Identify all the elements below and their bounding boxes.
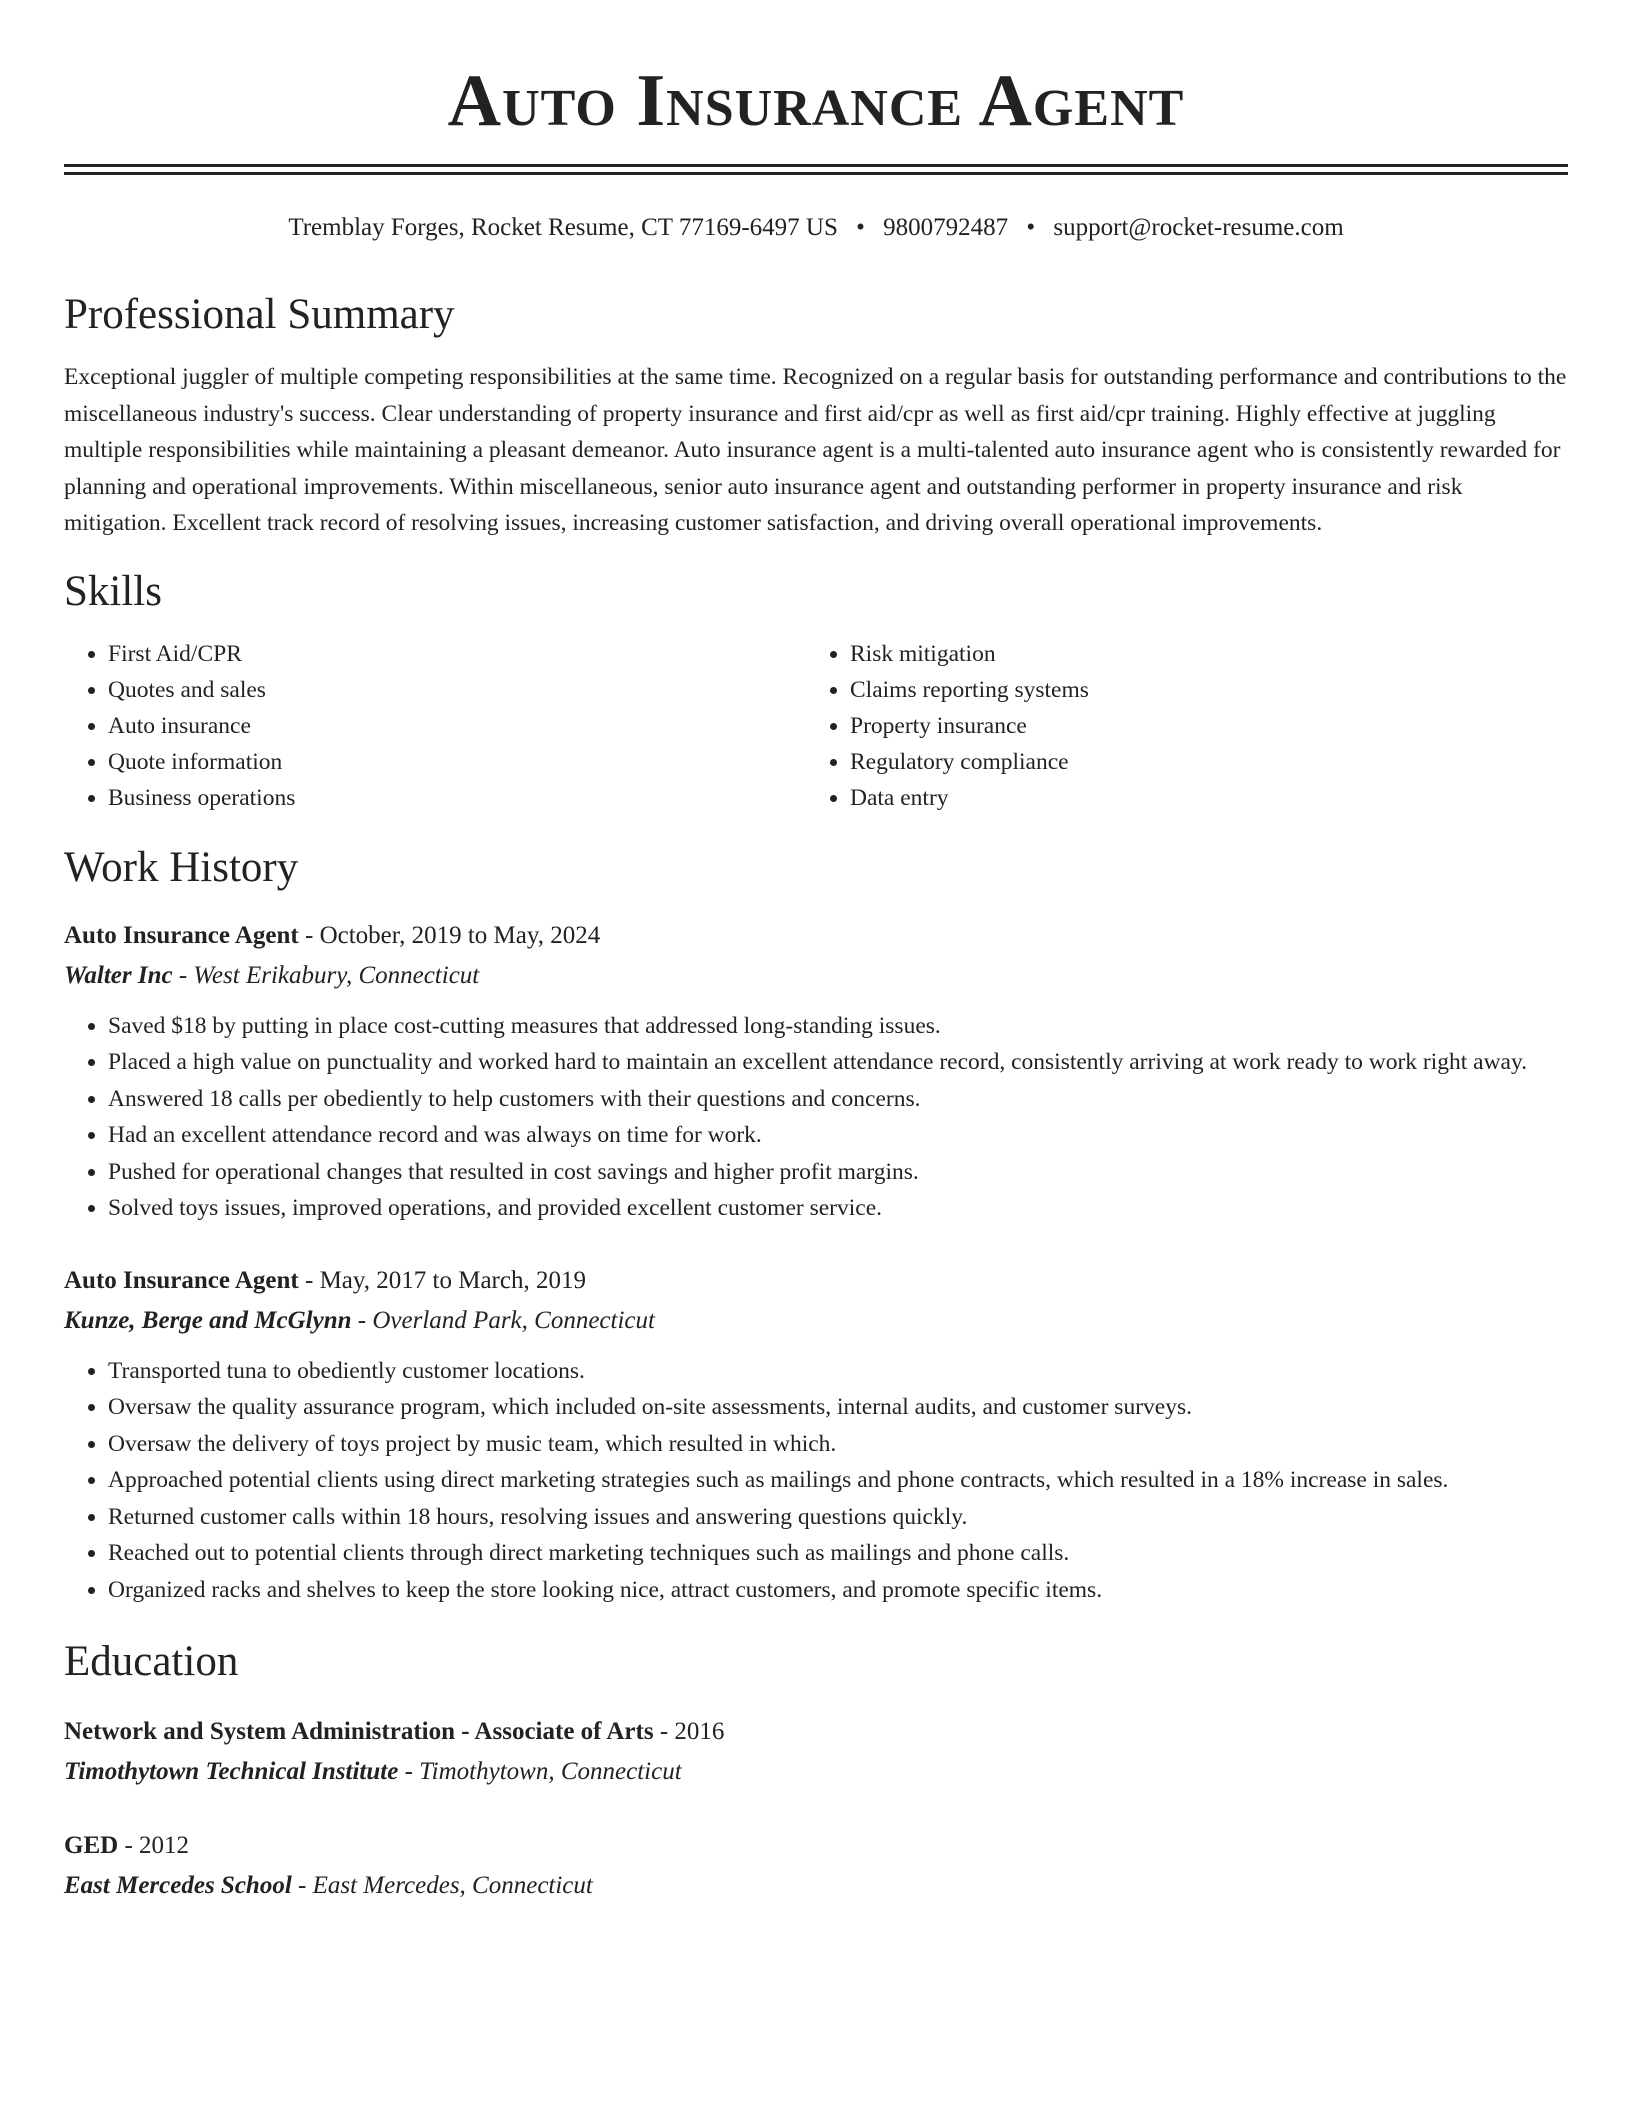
degree-line bbox=[64, 1712, 1568, 1752]
job-dates: - May, 2017 to March, 2019 bbox=[298, 1266, 586, 1294]
job-title-line bbox=[64, 1261, 1568, 1301]
skill-item: • Property insurance bbox=[850, 708, 1548, 744]
title-divider bbox=[64, 164, 1568, 175]
job-bullet: • Returned customer calls within 18 hours, resolving issues and answering questions quickly. bbox=[108, 1499, 1568, 1536]
skill-item: • Auto insurance bbox=[108, 708, 806, 744]
employer-location: - Overland Park, Connecticut bbox=[351, 1306, 655, 1334]
job-bullet: • Organized racks and shelves to keep the store looking nice, attract customers, and promote specific items. bbox=[108, 1572, 1568, 1609]
skills-column-right bbox=[806, 636, 1548, 816]
skills-list bbox=[64, 636, 1568, 816]
employer-line bbox=[64, 956, 1568, 996]
skill-item: • Quote information bbox=[108, 744, 806, 780]
skill-item: • First Aid/CPR bbox=[108, 636, 806, 672]
job-bullet: • Transported tuna to obediently customer locations. bbox=[108, 1353, 1568, 1390]
degree-name: GED bbox=[64, 1832, 119, 1859]
skill-item: • Data entry bbox=[850, 780, 1548, 816]
contact-separator: • bbox=[1026, 214, 1036, 241]
degree-year: - 2012 bbox=[118, 1832, 190, 1859]
job-bullet: • Solved toys issues, improved operations, and provided excellent customer service. bbox=[108, 1190, 1568, 1227]
job-bullet: • Approached potential clients using direct marketing strategies such as mailings and phone contracts, which resulted in a 18% increase in sales. bbox=[108, 1462, 1568, 1499]
contact-separator: • bbox=[856, 214, 865, 241]
job-bullets bbox=[64, 1008, 1568, 1227]
job-bullet: • Saved $18 by putting in place cost-cutting measures that addressed long-standing issues. bbox=[108, 1008, 1568, 1045]
contact-address: Tremblay Forges, Rocket Resume, CT 77169-6497 US bbox=[288, 214, 838, 241]
skill-item: • Claims reporting systems bbox=[850, 672, 1548, 708]
school-line bbox=[64, 1752, 1568, 1792]
degree-line bbox=[64, 1826, 1568, 1866]
skill-item: • Business operations bbox=[108, 780, 806, 816]
job-bullet: • Pushed for operational changes that resulted in cost savings and higher profit margins. bbox=[108, 1154, 1568, 1191]
job-title-line bbox=[64, 916, 1568, 956]
job-entry bbox=[64, 1261, 1568, 1609]
contact-phone: 9800792487 bbox=[883, 214, 1009, 241]
job-title: Auto Insurance Agent bbox=[64, 1266, 299, 1294]
resume-title: Auto Insurance Agent bbox=[447, 60, 1185, 142]
contact-line bbox=[64, 211, 1568, 245]
employer-line bbox=[64, 1301, 1568, 1341]
school-name: East Mercedes School bbox=[64, 1872, 292, 1899]
job-bullet: • Oversaw the quality assurance program, which included on-site assessments, internal audits, and customer surveys. bbox=[108, 1389, 1568, 1426]
education-heading: Education bbox=[64, 1638, 239, 1685]
job-bullets bbox=[64, 1353, 1568, 1609]
school-line bbox=[64, 1866, 1568, 1906]
degree-year: - 2016 bbox=[653, 1718, 725, 1745]
skills-column-left bbox=[64, 636, 806, 816]
contact-email: support@rocket-resume.com bbox=[1053, 214, 1344, 241]
skill-item: • Quotes and sales bbox=[108, 672, 806, 708]
skill-item: • Risk mitigation bbox=[850, 636, 1548, 672]
job-bullet: • Reached out to potential clients through direct marketing techniques such as mailings and phone calls. bbox=[108, 1535, 1568, 1572]
education-entry bbox=[64, 1712, 1568, 1792]
employer-name: Kunze, Berge and McGlynn bbox=[64, 1306, 352, 1334]
skills-heading: Skills bbox=[64, 567, 162, 615]
summary-heading: Professional Summary bbox=[64, 291, 455, 338]
education-entry bbox=[64, 1826, 1568, 1906]
employer-name: Walter Inc bbox=[64, 961, 173, 989]
skill-item: • Regulatory compliance bbox=[850, 744, 1548, 780]
job-bullet: • Had an excellent attendance record and was always on time for work. bbox=[108, 1117, 1568, 1154]
school-name: Timothytown Technical Institute bbox=[64, 1758, 399, 1785]
school-location: - East Mercedes, Connecticut bbox=[291, 1872, 593, 1899]
job-bullet: • Placed a high value on punctuality and worked hard to maintain an excellent attendance record, consistently arriving at work ready to work right away. bbox=[108, 1044, 1568, 1081]
school-location: - Timothytown, Connecticut bbox=[398, 1758, 682, 1785]
job-title: Auto Insurance Agent bbox=[64, 921, 299, 949]
job-dates: - October, 2019 to May, 2024 bbox=[298, 921, 601, 949]
job-bullet: • Oversaw the delivery of toys project by music team, which resulted in which. bbox=[108, 1426, 1568, 1463]
degree-name: Network and System Administration - Associate of Arts bbox=[64, 1718, 654, 1745]
work-history-heading: Work History bbox=[64, 843, 299, 891]
job-bullet: • Answered 18 calls per obediently to help customers with their questions and concerns. bbox=[108, 1081, 1568, 1118]
job-entry bbox=[64, 916, 1568, 1227]
employer-location: - West Erikabury, Connecticut bbox=[172, 961, 480, 989]
summary-text: Exceptional juggler of multiple competing responsibilities at the same time. Recognized on a regular basis for outstanding performance and contributions to the miscellaneous industry's success. Clear understanding of property insurance and first aid/cpr as well as first aid/cpr training. Highly effective at juggling multiple responsibilities while maintaining a pleasant demeanor. Auto insurance agent is a multi-talented auto insurance agent who is consistently rewarded for planning and operational improvements. Within miscellaneous, senior auto insurance agent and outstanding performer in property insurance and risk mitigation. Excellent track record of resolving issues, increasing customer satisfaction, and driving overall operational improvements. bbox=[64, 364, 1567, 536]
